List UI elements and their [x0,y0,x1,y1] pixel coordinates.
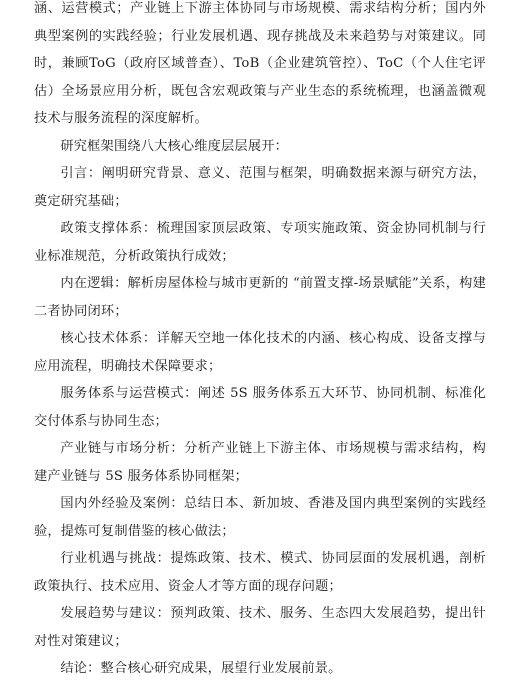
paragraph-framework-intro: 研究框架围绕八大核心维度层层展开： [60,138,288,154]
paragraph-introduction: 引言：阐明研究背景、意义、范围与框架，明确数据来源与研究方法，奠定研究基础； [34,166,486,209]
paragraph-internal-logic: 内在逻辑：解析房屋体检与城市更新的 “前置支撑-场景赋能”关系，构建二者协同闭环； [34,276,486,319]
paragraph-domestic-foreign-cases: 国内外经验及案例：总结日本、新加坡、香港及国内典型案例的实践经验，提炼可复制借鉴的核心做法； [34,496,486,539]
paragraph-trends-suggestions: 发展趋势与建议：预判政策、技术、服务、生态四大发展趋势，提出针对性对策建议； [34,606,486,649]
paragraph-policy-support: 政策支撑体系：梳理国家顶层政策、专项实施政策、资金协同机制与行业标准规范，分析政策执行成效； [34,221,486,264]
paragraph-industry-chain: 产业链与市场分析：分析产业链上下游主体、市场规模与需求结构，构建产业链与 5S 服务体系协同框架； [34,441,486,484]
paragraph-opportunities-challenges: 行业机遇与挑战：提炼政策、技术、模式、协同层面的发展机遇，剖析政策执行、技术应用、资金人才等方面的现存问题； [34,551,486,594]
paragraph-service-system: 服务体系与运营模式：阐述 5S 服务体系五大环节、协同机制、标准化交付体系与协同生态； [34,386,486,429]
paragraph-core-technology: 核心技术体系：详解天空地一体化技术的内涵、核心构成、设备支撑与应用流程，明确技术保障要求； [34,331,486,374]
paragraph-scope-continuation: 涵、运营模式；产业链上下游主体协同与市场规模、需求结构分析；国内外典型案例的实践经验；行业发展机遇、现存挑战及未来趋势与对策建议。同时，兼顾ToG（政府区域普查）、ToB（企业建筑管控）、ToC（个人住宅评估）全场景应用分析，既包含宏观政策与产业生态的系统梳理，也涵盖微观技术与服务流程的深度解析。 [34,1,486,126]
paragraph-conclusion: 结论：整合核心研究成果，展望行业发展前景。 [60,661,342,676]
